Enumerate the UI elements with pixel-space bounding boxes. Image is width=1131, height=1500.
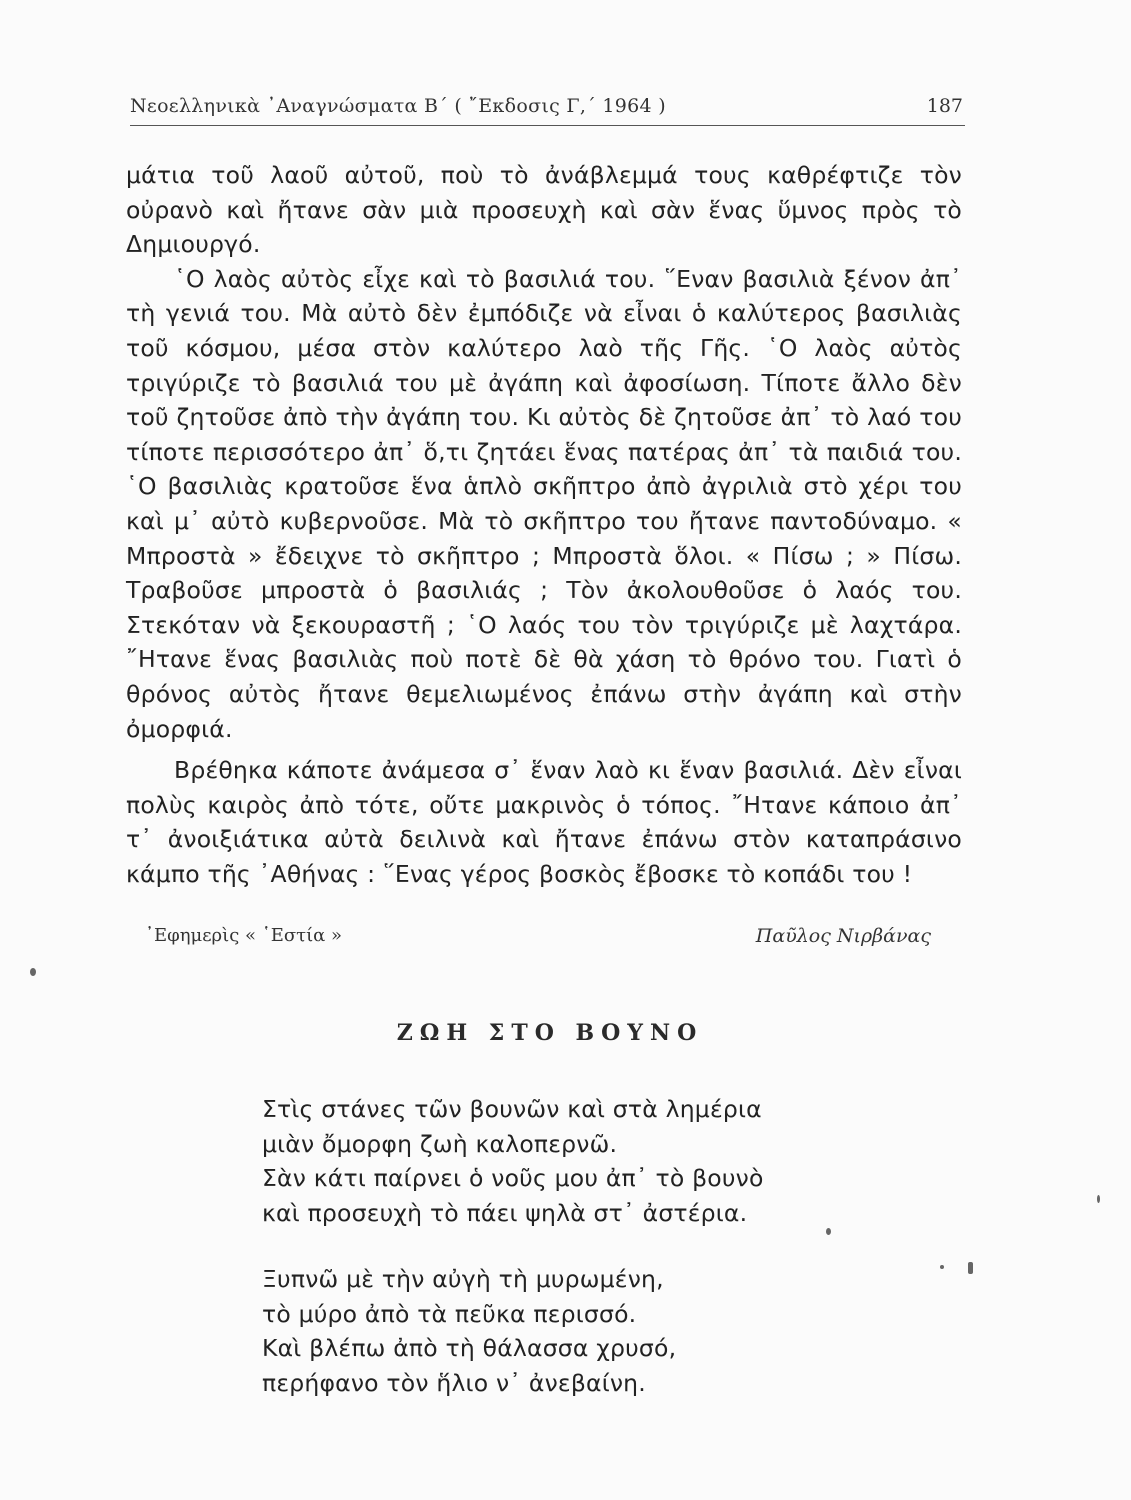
paragraph: μάτια τοῦ λαοῦ αὐτοῦ, ποὺ τὸ ἀνάβλεμμά τους καθρέφτιζε τὸν οὐρανὸ καὶ ἤτανε σὰν μιὰ προσευχὴ καὶ σὰν ἕνας ὕμνος πρὸς τὸ Δημιουργό. [126, 161, 962, 259]
page-header [130, 95, 965, 126]
author-name: Παῦλος Νιρβάνας [755, 925, 931, 947]
poem-line: τὸ μύρο ἀπὸ τὰ πεῦκα περισσό. [262, 1299, 637, 1328]
paragraph: Βρέθηκα κάποτε ἀνάμεσα σ᾿ ἕναν λαὸ κι ἕναν βασιλιά. Δὲν εἶναι πολὺς καιρὸς ἀπὸ τότε, οὔτε μακρινὸς ὁ τόπος. ῎Ητανε κάποιο ἀπ᾿ τ᾿ ἀνοιξιάτικα αὐτὰ δειλινὰ καὶ ἤτανε ἐπάνω στὸν καταπράσινο κάμπο τῆς ᾿Αθήνας : ῞Ενας γέρος βοσκὸς ἔβοσκε τὸ κοπάδι του ! [126, 756, 962, 888]
paragraph: ῾Ο λαὸς αὐτὸς εἶχε καὶ τὸ βασιλιά του. ῞Εναν βασιλιὰ ξένον ἀπ᾿ τὴ γενιά του. Μὰ αὐτὸ δὲν ἐμπόδιζε νὰ εἶναι ὁ καλύτερος βασιλιὰς τοῦ κόσμου, μέσα στὸν καλύτερο λαὸ τῆς Γῆς. ῾Ο λαὸς αὐτὸς τριγύριζε τὸ βασιλιά του μὲ ἀγάπη καὶ ἀφοσίωση. Τίποτε ἄλλο δὲν τοῦ ζητοῦσε ἀπὸ τὴν ἀγάπη του. Κι αὐτὸς δὲ ζητοῦσε ἀπ᾿ τὸ λαό του τίποτε περισσότερο ἀπ᾿ ὅ,τι ζητάει ἕνας πατέρας ἀπ᾿ τὰ παιδιά του. ῾Ο βασιλιὰς κρατοῦσε ἕνα ἁπλὸ σκῆπτρο ἀπὸ ἀγριλιὰ στὸ χέρι του καὶ μ᾿ αὐτὸ κυβερνοῦσε. Μὰ τὸ σκῆπτρο του ἤτανε παντοδύναμο. « Μπροστὰ » ἔδειχνε τὸ σκῆπτρο ; Μπροστὰ ὅλοι. « Πίσω ; » Πίσω. Τραβοῦσε μπροστὰ ὁ βασιλιάς ; Τὸν ἀκολουθοῦσε ὁ λαός του. Στεκόταν νὰ ξεκουραστῆ ; ῾Ο λαός του τὸν τριγύριζε μὲ λαχτάρα. ῎Ητανε ἕνας βασιλιὰς ποὺ ποτὲ δὲ θὰ χάση τὸ θρόνο του. Γιατὶ ὁ θρόνος αὐτὸς ἤτανε θεμελιωμένος ἐπάνω στὴν ἀγάπη καὶ στὴν ὀμορφιά. [126, 264, 962, 743]
poem-line: Σὰν κάτι παίρνει ὁ νοῦς μου ἀπ᾿ τὸ βουνὸ [262, 1164, 764, 1193]
source-citation: ᾿Εφημερὶς « ῾Εστία » [145, 925, 343, 946]
scan-speck [1097, 1195, 1100, 1203]
scan-speck [30, 968, 36, 976]
running-title: Νεοελληνικὰ ᾿Αναγνώσματα Β΄ ( ῎Εκδοσις Γ,΄ 1964 ) [130, 95, 666, 117]
poem-line: Καὶ βλέπω ἀπὸ τὴ θάλασσα χρυσό, [262, 1334, 677, 1363]
poem-line: Στὶς στάνες τῶν βουνῶν καὶ στὰ λημέρια [262, 1095, 762, 1123]
scan-speck [968, 1262, 973, 1274]
poem-line: καὶ προσευχὴ τὸ πάει ψηλὰ στ᾿ ἀστέρια. [262, 1198, 748, 1227]
poem-stanza-2 [262, 1262, 676, 1400]
prose-section-2 [126, 753, 962, 891]
poem-line: μιὰν ὄμορφη ζωὴ καλοπερνῶ. [262, 1129, 618, 1158]
scan-speck [826, 1228, 831, 1235]
poem-line: Ξυπνῶ μὲ τὴν αὐγὴ τὴ μυρωμένη, [262, 1265, 664, 1293]
prose-section-1 [126, 158, 962, 746]
poem-line: περήφανο τὸν ἥλιο ν᾿ ἀνεβαίνη. [262, 1368, 646, 1397]
poem-stanza-1 [262, 1092, 764, 1230]
scan-speck [940, 1265, 944, 1269]
poem-title: ΖΩΗ ΣΤΟ ΒΟΥΝΟ [396, 1020, 704, 1046]
page-number: 187 [926, 95, 963, 117]
